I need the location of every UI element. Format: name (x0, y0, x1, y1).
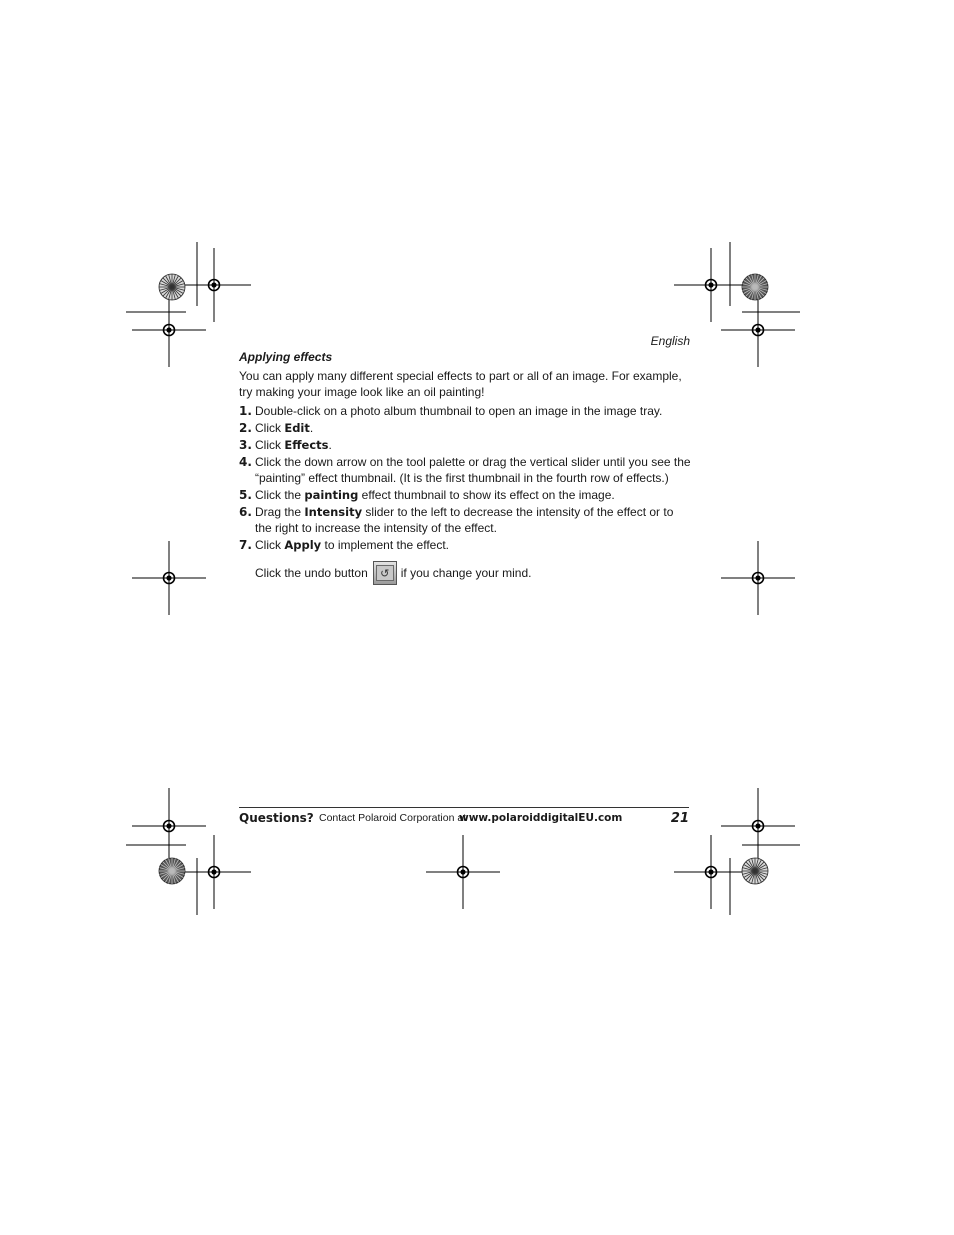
step-item (239, 437, 691, 453)
step-keyword-edit: Edit (284, 421, 310, 435)
star-target-mark (742, 274, 768, 300)
registration-mark (426, 835, 500, 909)
registration-mark (674, 248, 748, 322)
step-number: 6. (239, 505, 252, 519)
step-text-end: slider to the left to decrease the intensity of the effect or to the right to increase the intensity of the effect. (255, 505, 674, 535)
intro-paragraph: You can apply many different special effects to part or all of an image. For example, try making your image look like an oil painting! (239, 369, 682, 399)
step-keyword-apply: Apply (284, 538, 322, 552)
steps-list (239, 403, 691, 554)
registration-mark (721, 293, 795, 367)
step-number: 7. (239, 538, 252, 552)
step-text: Click the down arrow on the tool palette or drag the vertical slider until you see the “painting” effect thumbnail. (It is the first thumbnail in the fourth row of effects.) (255, 455, 691, 485)
step-text: Click (255, 538, 285, 552)
undo-button-illustration (373, 561, 397, 585)
step-text-end: to implement the effect. (321, 538, 450, 552)
step-number: 3. (239, 438, 252, 452)
step-keyword-painting: painting (304, 488, 359, 502)
step-text: Click (255, 421, 285, 435)
step-text: Click the (255, 488, 305, 502)
step-item (239, 504, 691, 536)
step-number: 5. (239, 488, 252, 502)
star-target-mark (159, 858, 185, 884)
undo-instruction (255, 560, 532, 586)
step-item (239, 537, 691, 553)
step-number: 4. (239, 455, 252, 469)
step-keyword-effects: Effects (284, 438, 329, 452)
registration-mark (674, 835, 748, 909)
registration-mark (177, 835, 251, 909)
footer-questions: Questions? (239, 811, 314, 825)
step-text: Drag the (255, 505, 305, 519)
step-keyword-intensity: Intensity (304, 505, 363, 519)
undo-text-before: Click the undo button (255, 566, 368, 580)
step-number: 1. (239, 404, 252, 418)
undo-text-after: if you change your mind. (400, 566, 532, 580)
registration-mark (132, 293, 206, 367)
star-target-mark (159, 274, 185, 300)
step-item (239, 454, 691, 486)
step-text-end: effect thumbnail to show its effect on the image. (358, 488, 615, 502)
footer-divider (239, 807, 689, 808)
step-text-end: . (309, 421, 314, 435)
undo-arrow-icon: ↺ (376, 565, 394, 581)
section-heading: Applying effects (239, 350, 333, 364)
step-item (239, 403, 691, 419)
step-item (239, 420, 691, 436)
registration-mark (177, 248, 251, 322)
step-number: 2. (239, 421, 252, 435)
footer-contact-text: Contact Polaroid Corporation at (319, 812, 467, 824)
language-label: English (650, 334, 690, 348)
step-text: Double-click on a photo album thumbnail to open an image in the image tray. (255, 404, 663, 418)
step-text-end: . (328, 438, 332, 452)
step-text: Click (255, 438, 285, 452)
page-number: 21 (670, 811, 689, 826)
step-item (239, 487, 691, 503)
star-target-mark (742, 858, 768, 884)
page-footer (239, 811, 689, 827)
footer-website-link[interactable]: www.polaroiddigitalEU.com (459, 812, 623, 824)
